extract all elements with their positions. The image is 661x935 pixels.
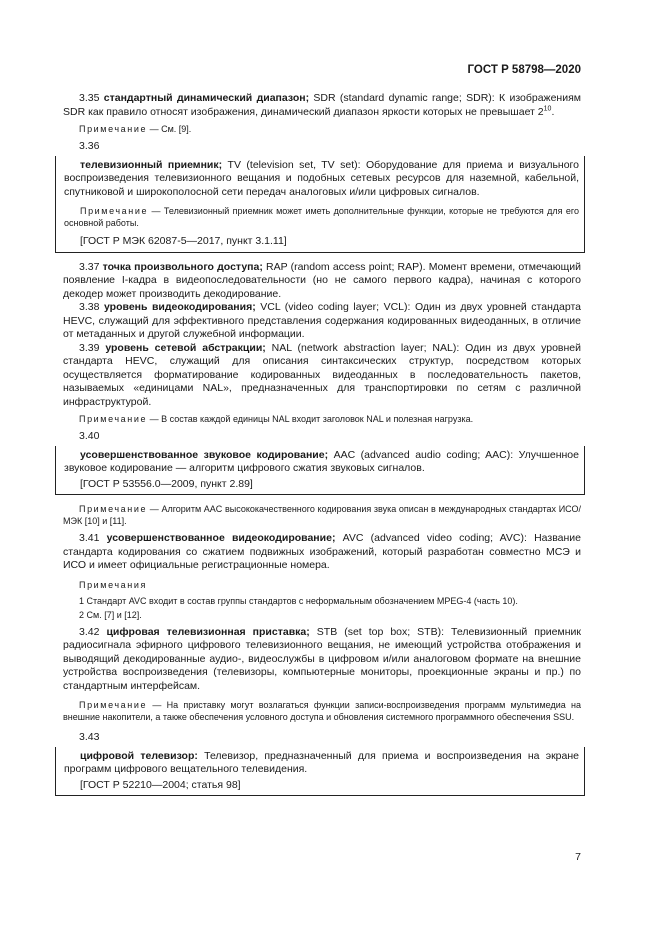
term-definition: [64, 750, 579, 777]
term-number: 3.39: [79, 341, 100, 354]
note-label: Примечание: [79, 700, 148, 710]
note-label: Примечание: [79, 124, 148, 134]
term-number: 3.41: [79, 532, 100, 544]
note-label: Примечание: [79, 504, 148, 514]
term-entry-3-40-box: [55, 446, 585, 496]
note-text: — В состав каждой единицы NAL входит заголовок NAL и полезная нагрузка.: [147, 414, 474, 424]
term-definition: [63, 92, 581, 119]
term-title: стандартный динамический диапазон;: [103, 92, 310, 104]
note-text: — См. [9].: [147, 124, 192, 134]
term-title: цифровой телевизор:: [80, 749, 198, 762]
term-title: уровень сетевой абстракции;: [105, 341, 266, 354]
term-text: VCL (video coding layer; VCL): Один из двух уровней стандарта HEVC, служащий для эффективного представления содержания кодированных видеоданных, в отличие от метаданных и другой служебной информации.: [63, 301, 581, 340]
term-number: 3.43: [79, 731, 100, 743]
term-title: усовершенствованное видеокодирование;: [106, 532, 336, 544]
term-note-2: 2 См. [7] и [12].: [79, 609, 142, 620]
document-id-header: ГОСТ Р 58798—2020: [467, 64, 581, 76]
term-number: 3.35: [79, 92, 100, 104]
term-title: усовершенствованное звуковое кодирование;: [80, 448, 329, 461]
term-number: 3.42: [79, 625, 100, 638]
term-text: STB (set top box; STB): Телевизионный приемник радиосигнала эфирного цифрового телевизионного вещания, не имеющий устройства отображения и выводящий декодированные аудио-, видеослужбы в цифровом и/или аналоговом формате на внешние устройства воспроизведения (телевизоры, компьютерные мониторы, проекционные экраны и пр.) по стандартным интерфейсам.: [63, 625, 581, 692]
term-text: NAL (network abstraction layer; NAL): Один из двух уровней стандарта HEVC, служащий для описания синтаксических структур, посредством которых осуществляется форматирование кодированных видеоданных в последовательность пакетов, называемых «единицами NAL», предназначенных для транспортировки по сетям с различной инфраструктурой.: [63, 341, 582, 408]
document-body: [63, 92, 581, 796]
term-definition: [64, 449, 579, 476]
term-entry-3-41: [63, 532, 581, 573]
term-text: TV (television set, TV set): Оборудование для приема и визуального воспроизведения телевизионного вещания и подобных сетевых ресурсов для наземной, кабельной, спутниковой и широкополосной сети передач аналоговых и/или цифровых сигналов.: [64, 158, 579, 198]
note-text: — Телевизионный приемник может иметь дополнительные функции, которые не требуются для его основной работы.: [64, 206, 579, 228]
term-source: [ГОСТ Р 52210—2004; статья 98]: [80, 778, 241, 791]
note-label: Примечание: [79, 414, 148, 424]
term-number: 3.36: [79, 140, 100, 152]
page-number: 7: [575, 851, 581, 863]
term-text: RAP (random access point; RAP). Момент времени, отмечающий появление I-кадра в видеопоследовательности (но не самого первого кадра), начиная с которого декодер может производить декодирование.: [63, 260, 581, 300]
term-number: 3.38: [79, 301, 100, 313]
term-title: уровень видеокодирования;: [103, 301, 256, 313]
term-title: точка произвольного доступа;: [102, 260, 263, 273]
term-note-1: 1 Стандарт AVC входит в состав группы стандартов с неформальным обозначением MPEG-4 (часть 10).: [79, 595, 518, 606]
superscript: 10: [543, 105, 552, 112]
term-note: [63, 413, 581, 425]
term-title: телевизионный приемник;: [80, 158, 223, 171]
notes-label: Примечания: [79, 579, 147, 590]
term-entry-3-38: [63, 301, 581, 342]
term-note: [63, 123, 581, 135]
term-text: Телевизор, предназначенный для приема и воспроизведения на экране программ цифрового вещательного телевидения.: [64, 749, 579, 775]
term-note: [64, 205, 579, 229]
term-entry-3-39: [63, 342, 581, 410]
term-number: 3.40: [79, 430, 100, 442]
term-source: [ГОСТ Р МЭК 62087-5—2017, пункт 3.1.11]: [80, 235, 287, 247]
term-entry-3-37: [63, 261, 581, 302]
note-text: — На приставку могут возлагаться функции записи-воспроизведения программ мультимедиа на внешние накопители, а также обеспечения условного доступа и обновления системного программного обеспечения SSU.: [63, 700, 581, 722]
term-definition: [64, 159, 579, 200]
term-text: AVC (advanced video coding; AVC): Название стандарта кодирования со сжатием подвижных изображений, который разработан совместно МСЭ и ИСО и имеет официальные регистрационные номера.: [63, 532, 581, 571]
note-label: Примечание: [80, 206, 149, 216]
term-note: [63, 699, 581, 723]
term-text: AAC (advanced audio coding; AAC): Улучшенное звуковое кодирование — алгоритм цифрового сжатия звуковых сигналов.: [64, 448, 579, 474]
notes-heading: [63, 579, 581, 591]
term-note: [63, 503, 581, 527]
term-entry-3-42: [63, 626, 581, 694]
term-entry-3-36-box: [55, 156, 585, 253]
term-text-end: .: [551, 105, 555, 118]
term-title: цифровая телевизионная приставка;: [106, 625, 310, 638]
term-source: [ГОСТ Р 53556.0—2009, пункт 2.89]: [80, 477, 253, 490]
note-text: — Алгоритм AAC высококачественного кодирования звука описан в международных стандартах ИСО/МЭК [10] и [11].: [63, 504, 581, 526]
term-entry-3-43-box: [55, 747, 585, 797]
term-entry-3-35: [63, 92, 581, 135]
term-text: SDR (standard dynamic range; SDR): К изображениям SDR как правило относят изображения, динамический диапазон яркости которых не превышает 2: [63, 92, 581, 118]
term-number: 3.37: [79, 260, 100, 273]
